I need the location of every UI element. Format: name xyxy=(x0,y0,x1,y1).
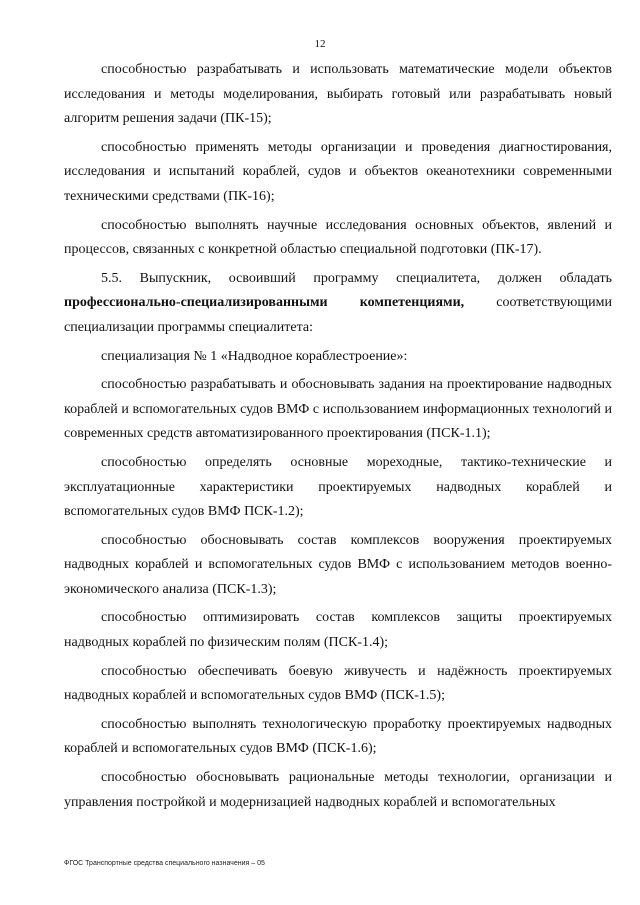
paragraph-pk16: способностью применять методы организации и проведения диагностирования, исследования и испытаний кораблей, судов и объектов океанотехники современными техническими средствами (ПК-16); xyxy=(64,139,612,204)
paragraph-psk-1-7-partial: способностью обосновывать рациональные методы технологии, организации и управления постройкой и модернизацией надводных кораблей и вспомогательных xyxy=(64,770,612,810)
paragraph-5-5-intro: 5.5. Выпускник, освоивший программу специалитета, должен обладать xyxy=(101,270,612,286)
paragraph-pk15: способностью разрабатывать и использовать математические модели объектов исследования и методы моделирования, выбирать готовый или разрабатывать новый алгоритм решения задачи (ПК-15); xyxy=(64,62,612,127)
paragraph-5-5 xyxy=(64,267,612,341)
paragraph-5-5-bold-term: профессионально-специализированными компетенциями, xyxy=(64,295,465,311)
paragraph-psk-1-5: способностью обеспечивать боевую живучесть и надёжность проектируемых надводных кораблей и вспомогательных судов ВМФ (ПСК-1.5); xyxy=(64,663,612,704)
paragraph-psk-1-6: способностью выполнять технологическую проработку проектируемых надводных кораблей и вспомогательных судов ВМФ (ПСК-1.6); xyxy=(64,716,612,757)
paragraph-psk-1-4: способностью оптимизировать состав комплексов защиты проектируемых надводных кораблей по физическим полям (ПСК-1.4); xyxy=(64,610,612,651)
paragraph-psk-1-3: способностью обосновывать состав комплексов вооружения проектируемых надводных кораблей и вспомогательных судов ВМФ с использованием методов военно-экономического анализа (ПСК-1.3); xyxy=(64,532,612,597)
document-body xyxy=(64,58,612,819)
paragraph-pk17: способностью выполнять научные исследования основных объектов, явлений и процессов, связанных с конкретной областью специальной подготовки (ПК-17). xyxy=(64,217,612,258)
page-number: 12 xyxy=(314,38,326,50)
paragraph-psk-1-2: способностью определять основные мореходные, тактико-технические и эксплуатационные характеристики проектируемых надводных кораблей и вспомогательных судов ВМФ ПСК-1.2); xyxy=(64,454,612,520)
paragraph-psk-1-1: способностью разрабатывать и обосновывать задания на проектирование надводных кораблей и вспомогательных судов ВМФ с использованием информационных технологий и современных средств автоматизированного проектирования (ПСК-1.1); xyxy=(64,377,612,442)
specialization-heading: специализация № 1 «Надводное кораблестроение»: xyxy=(101,348,408,364)
paragraph-5-5-rest: соответствующими специализации программы специалитета: xyxy=(64,295,612,335)
footer-text: ФГОС Транспортные средства специального назначения – 05 xyxy=(64,860,265,867)
